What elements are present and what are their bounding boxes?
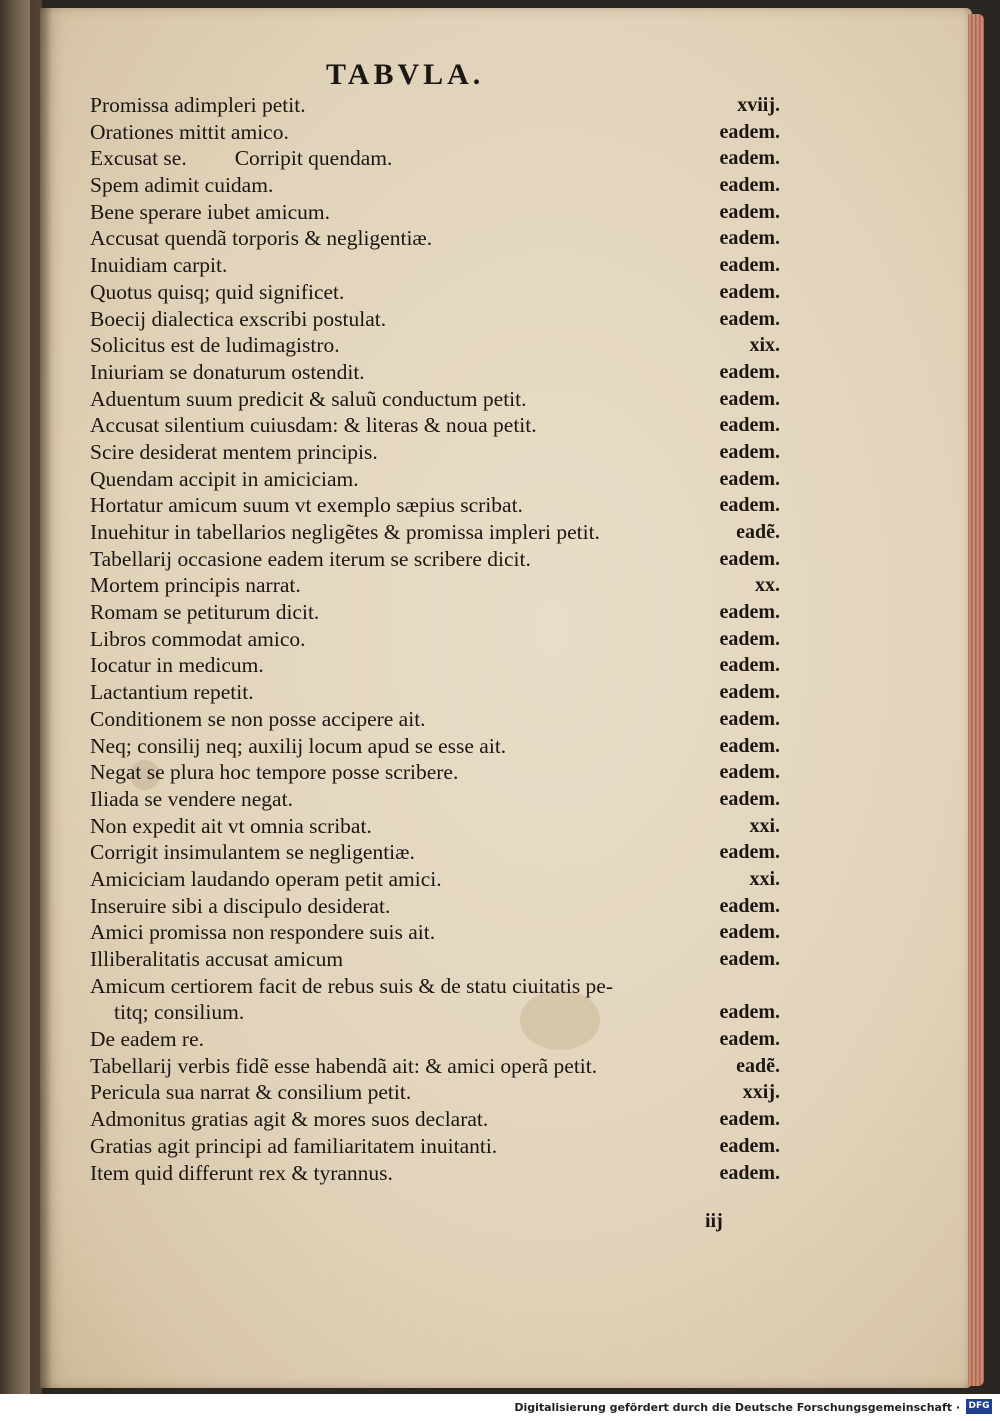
entry-text (90, 1079, 411, 1106)
entry-title: Solicitus est de ludimagistro. (90, 333, 340, 358)
entry-reference: eadem. (719, 841, 780, 864)
entry-text (90, 279, 344, 306)
list-item (90, 519, 780, 546)
list-item (90, 1160, 780, 1187)
entry-reference: eadem. (719, 654, 780, 677)
entry-title: Gratias agit principi ad familiaritatem inuitanti. (90, 1133, 498, 1158)
entry-title: Admonitus gratias agit & mores suos declarat. (90, 1107, 489, 1132)
entry-text (90, 679, 254, 706)
entry-title: De eadem re. (90, 1027, 204, 1052)
entry-reference: eadem. (719, 681, 780, 704)
entry-reference: eadem. (719, 414, 780, 437)
entry-title: Inuehitur in tabellarios negligẽtes & promissa impleri petit. (90, 520, 600, 544)
list-item (90, 626, 780, 653)
entry-text (90, 199, 330, 226)
entry-text (90, 893, 390, 920)
entry-text (90, 813, 372, 840)
list-item (90, 119, 780, 146)
entry-title: Amiciciam laudando operam petit amici. (90, 866, 442, 891)
entry-reference: eadem. (719, 1161, 780, 1184)
entry-title: Libros commodat amico. (90, 626, 306, 651)
entry-title: Aduentum suum predicit & saluũ conductum petit. (90, 386, 527, 411)
entry-text (90, 119, 289, 146)
entry-reference: eadem. (719, 601, 780, 624)
list-item (90, 439, 780, 466)
entry-reference: eadem. (719, 174, 780, 197)
entry-title: Neq; consilij neq; auxilij locum apud se esse ait. (90, 733, 507, 758)
entry-text (90, 519, 600, 546)
entry-title: Quendam accipit in amiciciam. (90, 466, 359, 491)
table-of-contents (90, 92, 780, 1186)
list-item (90, 252, 780, 279)
list-item (90, 1106, 780, 1133)
entry-title: Bene sperare iubet amicum. (90, 199, 330, 224)
entry-title-secondary: Corripit quendam. (234, 146, 393, 171)
list-item (90, 172, 780, 199)
list-item (90, 1026, 780, 1053)
entry-reference: eadem. (719, 120, 780, 143)
page-title: TABVLA. (326, 58, 485, 91)
list-item (90, 1079, 780, 1106)
entry-text (90, 919, 435, 946)
entry-title: Scire desiderat mentem principis. (90, 439, 378, 464)
entry-reference: xix. (749, 334, 780, 357)
entry-title: Mortem principis narrat. (90, 573, 301, 598)
footer-bar (0, 1394, 1000, 1421)
entry-reference: eadem. (719, 1134, 780, 1157)
signature-mark: iij (705, 1210, 723, 1232)
entry-reference: eadẽ. (736, 1054, 780, 1077)
entry-text (90, 172, 273, 199)
entry-reference: eadem. (719, 387, 780, 410)
entry-text (90, 252, 227, 279)
entry-title: Quotus quisq; quid significet. (90, 279, 345, 304)
list-item (90, 599, 780, 626)
entry-reference: eadem. (719, 307, 780, 330)
entry-text (90, 1133, 497, 1160)
list-item (90, 813, 780, 840)
entry-title: Orationes mittit amico. (90, 119, 289, 144)
entry-text (90, 412, 537, 439)
list-item (90, 652, 780, 679)
entry-title: Corrigit insimulantem se negligentiæ. (90, 840, 415, 865)
entry-reference: eadem. (719, 1001, 780, 1024)
list-item (90, 1053, 780, 1080)
entry-reference: xx. (755, 574, 780, 597)
entry-text (90, 439, 378, 466)
entry-title: Lactantium repetit. (90, 680, 254, 705)
entry-text (90, 626, 306, 653)
entry-title: Iniuriam se donaturum ostendit. (90, 359, 365, 384)
list-item (90, 492, 780, 519)
entry-title: Spem adimit cuidam. (90, 173, 274, 198)
entry-title: Iliada se vendere negat. (90, 786, 293, 811)
list-item (90, 706, 780, 733)
list-item (90, 386, 780, 413)
entry-text (90, 466, 359, 493)
list-item (90, 946, 780, 973)
entry-title: Accusat quendã torporis & negligentiæ. (90, 226, 433, 251)
list-item (90, 359, 780, 386)
entry-text (90, 546, 531, 573)
list-item (90, 546, 780, 573)
entry-text (90, 786, 293, 813)
list-item (90, 973, 780, 1026)
entry-text (90, 839, 415, 866)
list-item (90, 332, 780, 359)
list-item (90, 145, 780, 172)
entry-reference: eadem. (719, 948, 780, 970)
entry-title: Amici promissa non respondere suis ait. (90, 920, 436, 945)
page-edge-right (968, 14, 984, 1386)
entry-title: Negat se plura hoc tempore posse scribere. (90, 760, 459, 785)
entry-text (90, 1026, 204, 1053)
entry-text (90, 706, 426, 733)
entry-title: Non expedit ait vt omnia scribat. (90, 813, 372, 838)
entry-title: Tabellarij occasione eadem iterum se scribere dicit. (90, 546, 531, 571)
entry-text (90, 92, 306, 119)
entry-reference: eadem. (719, 280, 780, 303)
entry-text (90, 973, 613, 1026)
entry-reference: eadem. (719, 200, 780, 223)
entry-text (90, 1160, 393, 1187)
entry-reference: eadem. (719, 734, 780, 757)
entry-title: Hortatur amicum suum vt exemplo sæpius scribat. (90, 493, 523, 518)
entry-title: Boecij dialectica exscribi postulat. (90, 306, 387, 331)
entry-text (90, 946, 343, 973)
entry-reference: eadem. (719, 467, 780, 490)
entry-text (90, 866, 442, 893)
entry-reference: eadem. (719, 547, 780, 570)
list-item (90, 199, 780, 226)
entry-text (90, 145, 392, 172)
entry-reference: eadem. (719, 227, 780, 250)
entry-reference: eadem. (719, 921, 780, 944)
entry-text (90, 386, 527, 413)
entry-continuation: titq; consilium. (114, 1000, 245, 1025)
entry-reference: eadem. (719, 894, 780, 917)
entry-title: Accusat silentium cuiusdam: & literas & noua petit. (90, 413, 537, 438)
entry-reference: eadẽ. (736, 521, 780, 543)
list-item (90, 786, 780, 813)
entry-title: Conditionem se non posse accipere ait. (90, 706, 426, 731)
entry-title: Amicum certiorem facit de rebus suis & de statu ciuitatis pe- (90, 973, 614, 998)
entry-reference: eadem. (719, 360, 780, 383)
list-item (90, 733, 780, 760)
entry-title: Promissa adimpleri petit. (90, 93, 306, 117)
entry-title: Tabellarij verbis fidẽ esse habendã ait: & amici operã petit. (90, 1053, 598, 1078)
entry-reference: eadem. (719, 1108, 780, 1131)
list-item (90, 306, 780, 333)
entry-title: Inuidiam carpit. (90, 253, 228, 278)
list-item (90, 759, 780, 786)
list-item (90, 412, 780, 439)
entry-reference: eadem. (719, 761, 780, 784)
list-item (90, 225, 780, 252)
entry-reference: xxi. (749, 814, 780, 837)
list-item (90, 679, 780, 706)
entry-text (90, 1053, 597, 1080)
entry-text (90, 759, 458, 786)
entry-reference: xxij. (742, 1081, 780, 1104)
entry-reference: xviij. (737, 94, 780, 116)
entry-title: Excusat se. (90, 146, 187, 171)
entry-text (90, 733, 506, 760)
list-item (90, 466, 780, 493)
list-item (90, 572, 780, 599)
entry-text (90, 359, 365, 386)
entry-reference: eadem. (719, 1028, 780, 1051)
entry-reference: xxi. (749, 867, 780, 890)
entry-reference: eadem. (719, 254, 780, 277)
entry-title: Item quid differunt rex & tyrannus. (90, 1160, 393, 1185)
entry-text (90, 332, 340, 359)
entry-reference: eadem. (719, 707, 780, 730)
entry-title: Romam se petiturum dicit. (90, 600, 320, 625)
entry-text (90, 652, 264, 679)
entry-text (90, 492, 523, 519)
entry-reference: eadem. (719, 440, 780, 463)
list-item (90, 919, 780, 946)
entry-text (90, 1106, 488, 1133)
entry-reference: eadem. (719, 787, 780, 810)
list-item (90, 866, 780, 893)
entry-text (90, 599, 319, 626)
gutter-shadow (30, 0, 52, 1394)
dfg-logo-icon: DFG (966, 1399, 992, 1414)
entry-reference: eadem. (719, 494, 780, 517)
entry-title: Iocatur in medicum. (90, 653, 264, 678)
list-item (90, 839, 780, 866)
entry-text (90, 572, 301, 599)
entry-title: Pericula sua narrat & consilium petit. (90, 1080, 412, 1105)
list-item (90, 279, 780, 306)
entry-text (90, 306, 386, 333)
footer-credit: Digitalisierung gefördert durch die Deutsche Forschungsgemeinschaft · (514, 1401, 960, 1414)
entry-title: Illiberalitatis accusat amicum (90, 947, 344, 971)
list-item (90, 893, 780, 920)
entry-reference: eadem. (719, 627, 780, 650)
list-item (90, 1133, 780, 1160)
entry-title: Inseruire sibi a discipulo desiderat. (90, 893, 391, 918)
entry-text (90, 225, 432, 252)
list-item (90, 92, 780, 119)
entry-reference: eadem. (719, 147, 780, 170)
